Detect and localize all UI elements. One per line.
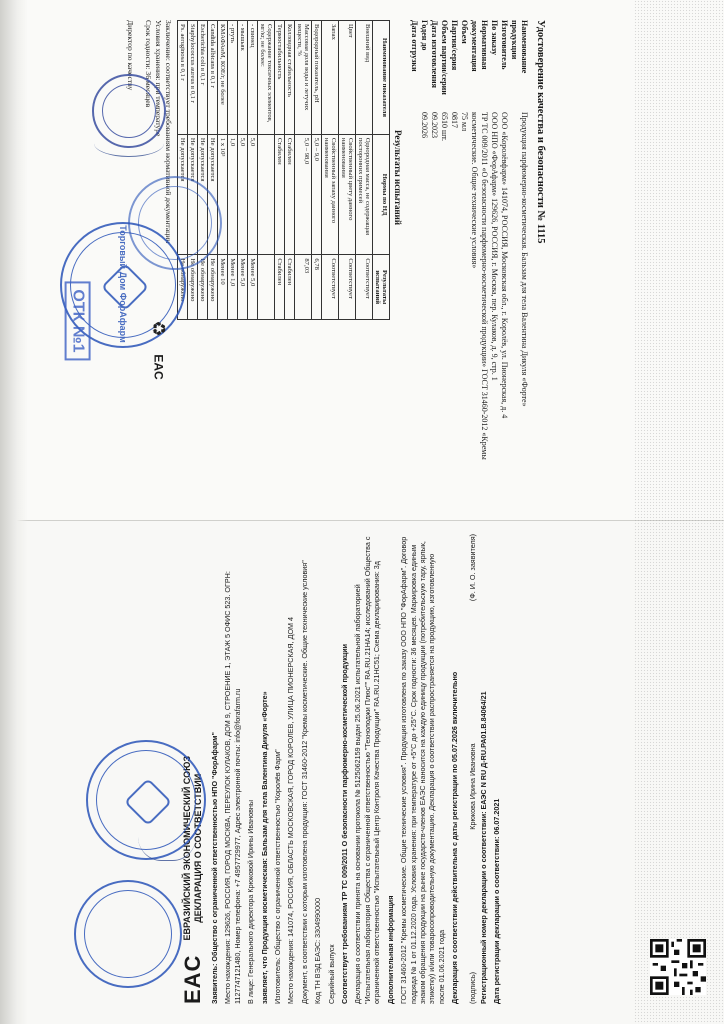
cell-result: 87,03 bbox=[295, 255, 312, 320]
union-name: ЕВРАЗИЙСКИЙ ЭКОНОМИЧЕСКИЙ СОЮЗ bbox=[182, 756, 192, 941]
cell-indicator: Внешний вид bbox=[356, 21, 373, 135]
cell-result: Стабилен bbox=[275, 255, 285, 320]
storage-conditions: Условия хранения: при температуре bbox=[154, 20, 163, 137]
standard-document: Документ, в соответствии с которым изготовлена продукция: ГОСТ 31460-2012 "Кремы косметические. Общие технические условия" bbox=[299, 560, 309, 1004]
cell-result: Стабилен bbox=[285, 255, 295, 320]
cell-norm: Не допускается bbox=[208, 134, 218, 254]
results-table bbox=[177, 20, 390, 320]
cell-indicator: Массовая доля воды и летучих веществ, % bbox=[295, 21, 312, 135]
declaration-body bbox=[210, 534, 502, 1004]
signature-row bbox=[468, 534, 477, 1004]
field-label: Партия/серия bbox=[450, 20, 459, 71]
scan-edge bbox=[0, 0, 28, 1024]
field-label: Наименование продукции bbox=[510, 20, 529, 74]
cell-norm: 5,0 bbox=[238, 134, 248, 254]
field-value: 75 мл bbox=[460, 112, 469, 132]
extra-info-title: Дополнительная информация bbox=[385, 895, 395, 1004]
declaration-title: ДЕКЛАРАЦИЯ О СООТВЕТСТВИИ bbox=[193, 773, 203, 923]
cell-norm: Свойственный запаху данного наименования bbox=[322, 134, 339, 254]
field-label: Изготовитель bbox=[500, 20, 509, 70]
cell-indicator: - ртуть bbox=[228, 21, 238, 135]
eac-mark-certificate: EAC bbox=[151, 354, 166, 380]
field-label: Дата отгрузки bbox=[410, 20, 419, 72]
cell-indicator: Staphylococcus aureus в 0,1 г bbox=[188, 21, 198, 135]
qr-code-graphic bbox=[650, 939, 706, 995]
table-row bbox=[228, 21, 238, 320]
table-row bbox=[275, 21, 285, 320]
conformity-statement: Соответствует требованиям ТР ТС 009/2011 О безопасности парфюмерно-косметической продукции bbox=[340, 643, 350, 1004]
cell-result: Менее 10 bbox=[218, 255, 228, 320]
table-row bbox=[322, 21, 339, 320]
field-value: ТР ТС 009/2011 «О безопасности парфюмерно-косметической продукции» ГОСТ 31460-2012 «Кремы косметические. Общие технические условия» bbox=[470, 112, 489, 460]
validity: Декларация о соответствии действительна с даты регистрации по 05.07.2026 включительно bbox=[450, 671, 460, 1004]
cell-indicator: Коллоидная стабильность bbox=[285, 21, 295, 135]
field-label: Годен до bbox=[420, 20, 429, 51]
table-row bbox=[285, 21, 295, 320]
round-stamp-declaration bbox=[74, 880, 182, 988]
field-label: Объем партии/серии bbox=[440, 20, 449, 95]
table-row bbox=[188, 21, 198, 320]
cell-result: Менее 1,0 bbox=[228, 255, 238, 320]
table-row bbox=[339, 21, 356, 320]
cell-indicator: КМАФАнМ, КОЕ/г, не более bbox=[218, 21, 228, 135]
field-value: Продукция парфюмерно-косметическая. Бальзам для тела Валентина Дикуля «Форте» bbox=[520, 112, 529, 407]
cell-result: Не обнаружено bbox=[198, 255, 208, 320]
field-label: Нормативная документация bbox=[470, 20, 489, 72]
signer-name: Крюкова Ирина Ивановна bbox=[467, 743, 477, 830]
registration-date: Дата регистрации декларации о соответствии: 06.07.2021 bbox=[492, 798, 502, 1004]
applicant-location: Место нахождения: 129626, РОССИЯ, ГОРОД МОСКВА, ПЕРЕУЛОК КУЛАКОВ, ДОМ 9, СТРОЕНИЕ 1, ЭТАЖ 5 ОФИС 523. ОГРН: 1127747121480, Номер телефона: +7 4957729977, Адрес электронной почты: info@forafarm.ru bbox=[223, 571, 242, 1004]
in-person: В лице: Генерального директора Крюковой Ирины Ивановны bbox=[246, 799, 256, 1004]
table-row bbox=[356, 21, 373, 320]
field-value bbox=[409, 112, 419, 510]
table-row bbox=[295, 21, 312, 320]
registration-number: Регистрационный номер декларации о соответствии: ЕАЭС N RU Д-RU.РА01.В.84064/21 bbox=[478, 691, 488, 1004]
cell-norm: Свойственный цвету данного наименования bbox=[339, 134, 356, 254]
signature-certificate bbox=[94, 130, 164, 157]
results-title: Результаты испытаний bbox=[393, 130, 403, 226]
table-row bbox=[258, 21, 275, 320]
eac-logo: EAC bbox=[180, 954, 205, 1004]
cell-norm: Не допускается bbox=[188, 134, 198, 254]
cell-norm: Стабилен bbox=[285, 134, 295, 254]
cell-result: 6,78 bbox=[312, 255, 322, 320]
field-value: 6510 шт. bbox=[440, 112, 449, 142]
field-value: 0817 bbox=[450, 112, 459, 128]
table-row bbox=[218, 21, 228, 320]
cell-indicator: - свинец bbox=[248, 21, 258, 135]
table-row bbox=[238, 21, 248, 320]
tn-ved-code: Код ТН ВЭД ЕАЭС: 3304990000 bbox=[313, 897, 323, 1004]
cell-result: Менее 5,0 bbox=[238, 255, 248, 320]
cell-indicator: Водородный показатель, pH bbox=[312, 21, 322, 135]
signature-caption: (подпись) bbox=[467, 972, 477, 1004]
field-label: Дата изготовления bbox=[430, 20, 439, 88]
cell-norm: Однородная масса, не содержащая посторонних примесей bbox=[356, 134, 373, 254]
certificate-title: Удостоверение качества и безопасности № 1115 bbox=[535, 20, 546, 244]
certificate-fields bbox=[409, 20, 529, 510]
serial-release: Серийный выпуск bbox=[326, 944, 336, 1004]
director-title: Директор по качеству bbox=[126, 20, 135, 91]
cell-indicator: Candida albicans в 0,1 г bbox=[208, 21, 218, 135]
qr-code-icon bbox=[650, 939, 706, 995]
cell-norm: 5,0 – 98,0 bbox=[295, 134, 312, 254]
field-label: Объем bbox=[460, 20, 469, 44]
cell-result: Соответствует bbox=[322, 255, 339, 320]
applicant: Заявитель: Общество с ограниченной ответственностью НПО "ФорАфарм" bbox=[210, 732, 219, 1004]
cell-result: Соответствует bbox=[339, 255, 356, 320]
conclusion: Заключение: соответствует требованиям нормативной документации bbox=[164, 20, 173, 244]
cell-indicator: Содержание токсичных элементов, мг/кг, не более: bbox=[258, 21, 275, 135]
cell-norm: Стабилен bbox=[275, 134, 285, 254]
shelf-life: Срок годности: 36 месяцев bbox=[144, 20, 153, 108]
signature-declaration bbox=[138, 800, 196, 861]
declaration-basis: Декларация о соответствии принята на основании протокола № 5125062159 выдан 25.06.2021 испытательной лабораторией "Испытательная лаборатория Общества с ограниченной ответственностью "Технолоджи Плюс"" RA.RU.21HA14; исследований Общества с ограниченной ответственностью "Испытательный Центр Контроля Качества Продукции" RA.RU.21НС51; Схема декларирования: 3д bbox=[353, 536, 382, 1004]
header-norms: Нормы по НД bbox=[373, 134, 390, 254]
cell-indicator: Цвет bbox=[339, 21, 356, 135]
cell-result: Не обнаружено bbox=[188, 255, 198, 320]
header-indicator: Наименование показателя bbox=[373, 21, 390, 135]
field-value: 09.2026 bbox=[420, 112, 429, 138]
results-header-row bbox=[373, 21, 390, 320]
field-value: 09.2023 bbox=[430, 112, 439, 138]
cell-indicator: Escherichia coli в 0,1 г bbox=[198, 21, 208, 135]
recycle-icon: ♻ bbox=[148, 320, 169, 337]
table-row bbox=[312, 21, 322, 320]
cell-norm: Не допускается bbox=[178, 134, 188, 254]
cell-result: Соответствует bbox=[356, 255, 373, 320]
cell-indicator: Термостабильность bbox=[275, 21, 285, 135]
header-results: Результаты испытаний bbox=[373, 255, 390, 320]
table-row bbox=[198, 21, 208, 320]
cell-norm bbox=[258, 134, 275, 254]
cell-norm: 5,0 bbox=[248, 134, 258, 254]
extra-info: ГОСТ 31460-2012 "Кремы косметические. Общие технические условия". Продукция изготовлена по заказу ООО НПО "ФорАфарм". Договор подряда № 1 от 01.12.2020 года. Условия хранения: при температуре от +5°С до +25°С. Срок годности: 36 месяцев. Маркировка единым знаком обращения продукции на рынке государств-членов ЕАЭС наносится на каждую единицу продукции (потребительскую тару, ярлык, этикетку) и/или товаросопроводительную документацию. Декларация о соответствии распространяется на продукцию, изготовленную после 01.06.2021 года bbox=[399, 536, 446, 1004]
cell-norm: Не допускается bbox=[198, 134, 208, 254]
table-row bbox=[208, 21, 218, 320]
table-row bbox=[248, 21, 258, 320]
declaration-of-conformity bbox=[180, 534, 700, 1004]
cell-result bbox=[258, 255, 275, 320]
cell-norm: 1 х 10³ bbox=[218, 134, 228, 254]
declares: заявляет, что Продукция косметическая: Бальзам для тела Валентина Дикуля «Форте» bbox=[259, 691, 269, 1004]
otk-stamp: ОТК №1 bbox=[65, 281, 91, 360]
cell-indicator: Ps. aeruginosa в 0,1 г bbox=[178, 21, 188, 135]
company-stamp-overlap bbox=[128, 176, 222, 270]
field-label: По заказу bbox=[490, 20, 499, 55]
cell-indicator: - мышьяк bbox=[238, 21, 248, 135]
manufacturer: Изготовитель: Общество с ограниченной ответственностью "Королёв Фарм" bbox=[273, 749, 283, 1004]
field-value: ООО «Королёвфарм» 141074, РОССИЯ, Московская обл., г. Королёв, ул. Пионерская, д. 4 bbox=[500, 112, 509, 419]
stamp-company-text: Торговый Дом ФорАфарм bbox=[118, 225, 128, 343]
cell-result: Не обнаружено bbox=[208, 255, 218, 320]
signer-caption: (Ф. И. О. заявителя) bbox=[467, 534, 477, 602]
cell-norm: 1,0 bbox=[228, 134, 238, 254]
cell-norm: 5,0 – 9,0 bbox=[312, 134, 322, 254]
field-value: ООО НПО «ФорАфарм» 129626, РОССИЯ, г. Москва, пер. Кулаков, д. 9, стр. 1 bbox=[490, 112, 499, 381]
cell-indicator: Запах bbox=[322, 21, 339, 135]
cell-result: Не обнаружено bbox=[178, 255, 188, 320]
manufacturer-location: Место нахождения: 141074, РОССИЯ, ОБЛАСТЬ МОСКОВСКАЯ, ГОРОД КОРОЛЕВ, УЛИЦА ПИОНЕРСКАЯ, ДОМ 4 bbox=[286, 616, 296, 1004]
cell-result: Менее 5,0 bbox=[248, 255, 258, 320]
results-body bbox=[178, 21, 373, 320]
